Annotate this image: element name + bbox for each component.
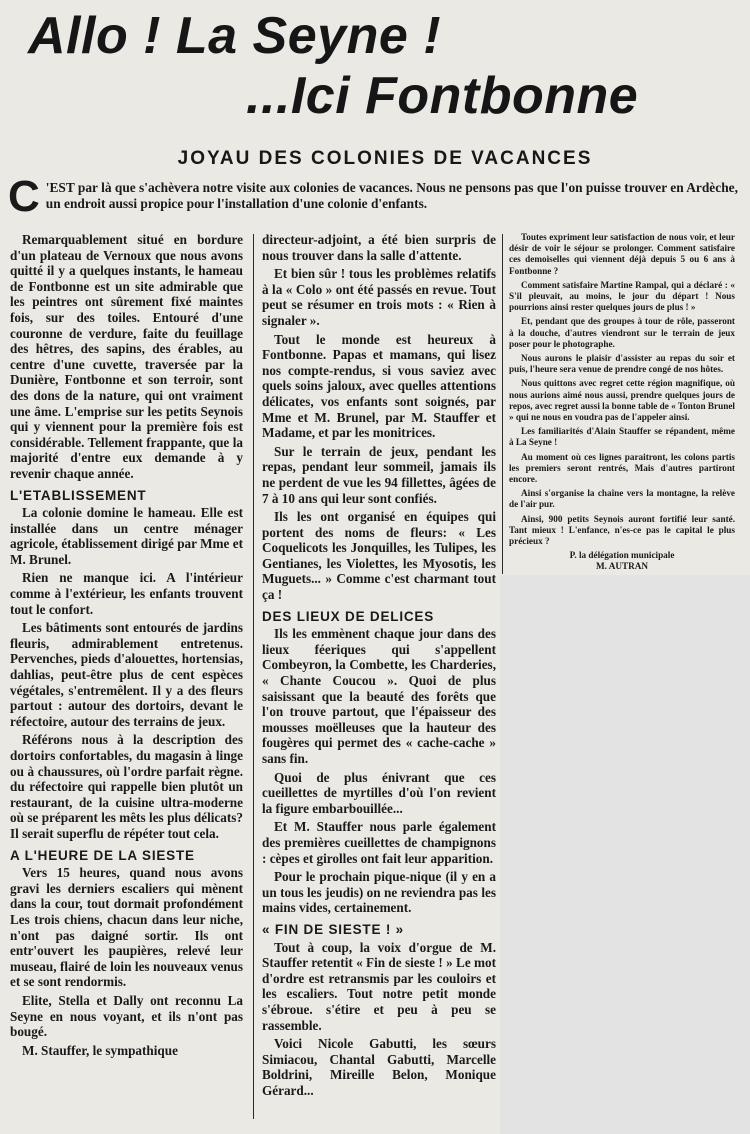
paragraph: Au moment où ces lignes paraitront, les colons partis les premiers seront rentrés, Mais d'autres partiront encore. [509, 451, 735, 485]
paragraph: Les bâtiments sont entourés de jardins fleuris, admirablement entretenus. Pervenches, pieds d'alouettes, hortensias, dahlias, peut-être plus de cent espèces végétales, s'entremêlent. Il y a des fleurs partout : autour des dortoirs, devant le réfectoire, autour des terrains de jeux. [10, 620, 243, 729]
paragraph: Remarquablement situé en bordure d'un plateau de Vernoux que nous avons quitté il y a quelques instants, le hameau de Fontbonne est un site admirable que les peintres ont sûrement fixé maintes fois, sur des toiles. Entouré d'une couronne de verdure, faite du feuillage des hêtres, des sapins, des érables, au centre d'une cuvette, traversée par la Dunière, Fontbonne et son terroir, sont des dons de la nature, qui ont vraiment une âme. L'emprise sur les petits Seynois qui y viennent pour la première fois est considérable. Tellement frappante, que la majorité d'entre eux demande à y revenir chaque année. [10, 232, 243, 481]
paragraph: Ils les emmènent chaque jour dans des lieux féeriques qui s'appellent Combeyron, la Combette, les Charderies, « Chante Coucou ». Quoi de plus saisissant que la beauté des forêts que l'on trouve partout, que l'épaisseur des mousses moëlleuses que la hauteur des fougères qui permet des « cache-cache » sans fin. [262, 626, 496, 766]
article-column-1 [10, 232, 243, 1122]
article-column-2 [262, 232, 496, 1102]
paragraph: Sur le terrain de jeux, pendant les repas, pendant leur sommeil, jamais ils ne perdent de vue les 94 fillettes, âgées de 7 à 10 ans qui leur sont confiés. [262, 443, 496, 506]
paragraph: Tout le monde est heureux à Fontbonne. Papas et mamans, qui lisez nos compte-rendus, si vous saviez avec quels soins jaloux, avec quelles attentions délicates, vos enfants sont soignés, par Mme et M. Brunel, par M. Stauffer et Madame, et par les monitrices. [262, 331, 496, 441]
paragraph: La colonie domine le hameau. Elle est installée dans un centre ménager agricole, établissement dirigé par Mme et M. Brunel. [10, 505, 243, 567]
section-heading: L'ETABLISSEMENT [10, 487, 147, 503]
paragraph: Ils les ont organisé en équipes qui portent des noms de fleurs: « Les Coquelicots les Jonquilles, les Tulipes, les Gentianes, les Violettes, les Myosotis, les Muguets... » Comme c'est charmant tout ça ! [262, 509, 496, 603]
paragraph: Et bien sûr ! tous les problèmes relatifs à la « Colo » ont été passés en revue. Tout peut se résumer en trois mots : « Rien à signaler ». [262, 266, 496, 328]
paragraph: Rien ne manque ici. A l'intérieur comme à l'extérieur, les enfants trouvent tout le confort. [10, 570, 243, 617]
blank-area [500, 575, 750, 1134]
column-divider [253, 234, 254, 1119]
paragraph: Ainsi s'organise la chaîne vers la montagne, la relève de l'air pur. [509, 488, 735, 510]
intro-paragraph [8, 172, 743, 221]
paragraph: Elite, Stella et Dally ont reconnu La Seyne en nous voyant, et ils n'ont pas bougé. [10, 992, 243, 1040]
signature-line-1: P. la délégation municipale [569, 550, 675, 561]
paragraph: Voici Nicole Gabutti, les sœurs Simiacou, Chantal Gabutti, Marcelle Boldrini, Mireille Belon, Monique Gérard... [262, 1036, 496, 1098]
paragraph: Comment satisfaire Martine Rampal, qui a déclaré : « S'il pleuvait, au moins, le jour du départ ! Nous pourrions ainsi rester quelques jours de plus ! » [509, 279, 735, 313]
paragraph: Quoi de plus énivrant que ces cueillettes de myrtilles d'où l'on revient la figure embarbouillée... [262, 769, 496, 816]
paragraph: directeur-adjoint, a été bien surpris de nous trouver dans la salle d'attente. [262, 232, 496, 263]
drop-cap: C [8, 172, 40, 221]
paragraph: Toutes expriment leur satisfaction de nous voir, et leur désir de voir le séjour se prolonger. Comment satisfaire ces demoiselles qui viennent déjà depuis 5 ou 6 ans à Fontbonne ? [509, 232, 735, 276]
signature-line-2: M. AUTRAN [595, 561, 649, 572]
section-heading: « FIN DE SIESTE ! » [262, 921, 404, 937]
paragraph: Les familiarités d'Alain Stauffer se répandent, même à La Seyne ! [509, 426, 735, 448]
paragraph: M. Stauffer, le sympathique [22, 1042, 178, 1058]
headline-line-1: Allo ! La Seyne ! [28, 7, 442, 65]
paragraph: Ainsi, 900 petits Seynois auront fortifié leur santé. Tant mieux ! L'enfance, n'es-ce pas le capital le plus précieux ? [509, 513, 735, 547]
section-heading: DES LIEUX DE DELICES [262, 608, 435, 624]
paragraph: Référons nous à la description des dortoirs confortables, du magasin à linge ou à chaussures, où l'ordre parfait règne. du réfectoire qui rappelle bien plutôt un restaurant, de la cuisine ultra-moderne où se préparent les mêts les plus délicats? Il serait superflu de répéter tout cela. [10, 732, 243, 841]
column-divider [502, 234, 503, 574]
paragraph: Pour le prochain pique-nique (il y en a un tous les jeudis) on ne reviendra pas les mains vides, certainement. [262, 869, 496, 916]
subtitle: JOYAU DES COLONIES DE VACANCES [177, 148, 593, 169]
paragraph: Et, pendant que des groupes à tour de rôle, passeront à la douche, d'autres viendront sur le terrain de jeux poser pour le photographe. [509, 316, 735, 349]
intro-text: 'EST par là que s'achèvera notre visite aux colonies de vacances. Nous ne pensons pas que l'on puisse trouver en Ardèche, un endroit aussi propice pour l'installation d'une colonie d'enfants. [45, 180, 738, 211]
article-column-3 [509, 232, 735, 572]
paragraph: Et M. Stauffer nous parle également des premières cueillettes de champignons : cèpes et girolles ont fait leur apparition. [262, 819, 496, 866]
section-heading: A L'HEURE DE LA SIESTE [10, 847, 195, 863]
headline [28, 6, 748, 126]
paragraph: Vers 15 heures, quand nous avons gravi les derniers escaliers qui mènent dans la cour, tout dormait profondément Les trois chiens, chacun dans leur niche, n'ont pas daigné sortir. Ils ont entr'ouvert les paupières, relevé leur museau, flairé de loin les nouveaux venus et se sont rendormis. [10, 865, 243, 990]
paragraph: Nous aurons le plaisir d'assister au repas du soir et puis, l'heure sera venue de prendre congé de nos hôtes. [509, 353, 735, 375]
paragraph: Nous quittons avec regret cette région magnifique, où nous aurions aimé nous aussi, prendre quelques jours de repos, avec regret aussi la bonne table de « Tonton Brunel » qui ne nous en voudra pas de l'appeler ainsi. [509, 378, 735, 423]
paragraph: Tout à coup, la voix d'orgue de M. Stauffer retentit « Fin de sieste ! » Le mot d'ordre est retransmis par les couloirs et les escaliers. Tout notre petit monde s'ébroue. s'étire et peu à peu se rassemble. [262, 939, 496, 1033]
headline-line-2: ...Ici Fontbonne [246, 67, 639, 125]
